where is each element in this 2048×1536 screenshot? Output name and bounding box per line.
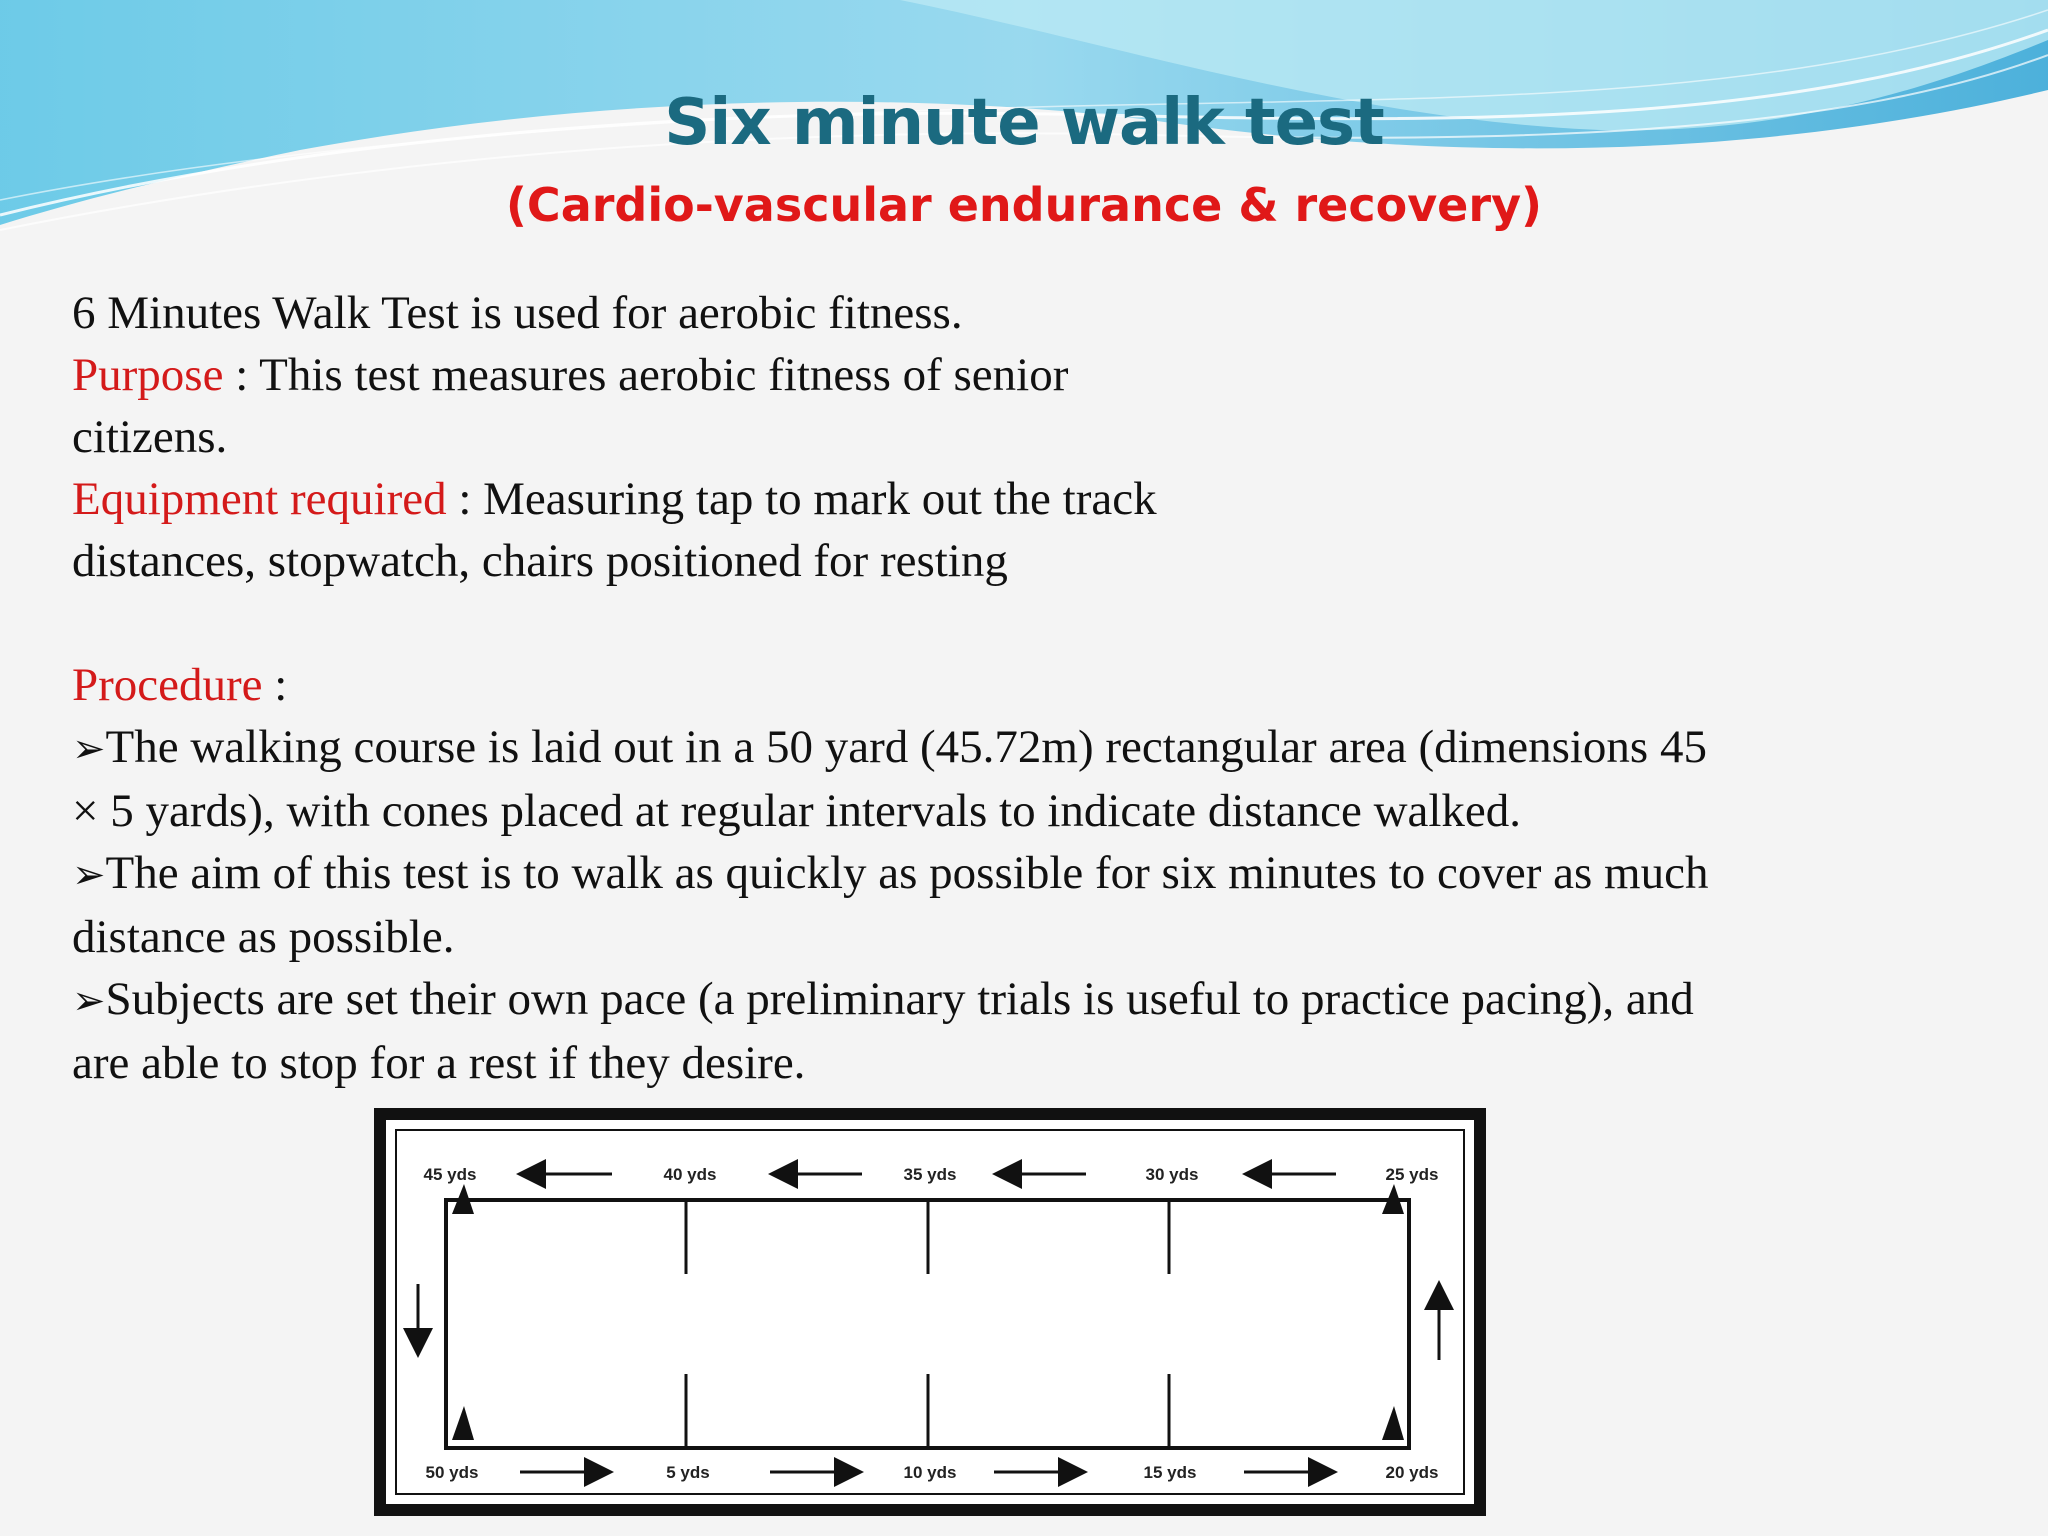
purpose-paragraph	[72, 344, 1972, 406]
course-label-bottom: 5 yds	[666, 1463, 710, 1482]
course-label-top: 35 yds	[903, 1165, 957, 1184]
procedure-colon: :	[262, 659, 288, 711]
purpose-text-line1: : This test measures aerobic fitness of senior	[223, 349, 1069, 401]
course-label-top: 40 yds	[663, 1165, 717, 1184]
equipment-text-line2: distances, stopwatch, chairs positioned for resting	[72, 535, 1008, 587]
bullet-arrow-icon: ➢	[72, 726, 106, 772]
course-label-top: 25 yds	[1385, 1165, 1439, 1184]
course-label-bottom: 10 yds	[903, 1463, 957, 1482]
procedure-label: Procedure	[72, 659, 263, 711]
intro-text: 6 Minutes Walk Test is used for aerobic fitness.	[72, 287, 963, 339]
bullet-arrow-icon: ➢	[72, 978, 106, 1024]
bullet-3-line2: are able to stop for a rest if they desire.	[72, 1037, 806, 1089]
purpose-label: Purpose	[72, 349, 224, 401]
spacer	[72, 592, 1972, 654]
procedure-bullet-2	[72, 842, 1972, 906]
equipment-paragraph	[72, 468, 1972, 530]
course-label-bottom: 15 yds	[1143, 1463, 1197, 1482]
course-label-top: 45 yds	[423, 1165, 477, 1184]
bullet-2-line2: distance as possible.	[72, 911, 455, 963]
equipment-label: Equipment required	[72, 473, 447, 525]
purpose-text-line2: citizens.	[72, 411, 228, 463]
procedure-bullet-3	[72, 968, 1972, 1032]
course-label-bottom: 50 yds	[425, 1463, 479, 1482]
slide-title: Six minute walk test	[664, 86, 1384, 160]
bullet-1-line1: The walking course is laid out in a 50 yard (45.72m) rectangular area (dimensions 45	[105, 721, 1707, 773]
bullet-3-line1: Subjects are set their own pace (a preliminary trials is useful to practice pacing), and	[105, 973, 1694, 1025]
procedure-bullet-1	[72, 716, 1972, 780]
course-label-top: 30 yds	[1145, 1165, 1199, 1184]
course-label-bottom: 20 yds	[1385, 1463, 1439, 1482]
bullet-2-line1: The aim of this test is to walk as quickly as possible for six minutes to cover as much	[105, 847, 1709, 899]
slide-body	[72, 282, 1972, 1094]
walk-course-diagram	[372, 1106, 1488, 1518]
equipment-text-line1: : Measuring tap to mark out the track	[446, 473, 1157, 525]
bullet-arrow-icon: ➢	[72, 852, 106, 898]
slide-subtitle: (Cardio-vascular endurance & recovery)	[505, 178, 1543, 232]
bullet-1-line2: × 5 yards), with cones placed at regular intervals to indicate distance walked.	[72, 785, 1522, 837]
procedure-heading	[72, 654, 1972, 716]
